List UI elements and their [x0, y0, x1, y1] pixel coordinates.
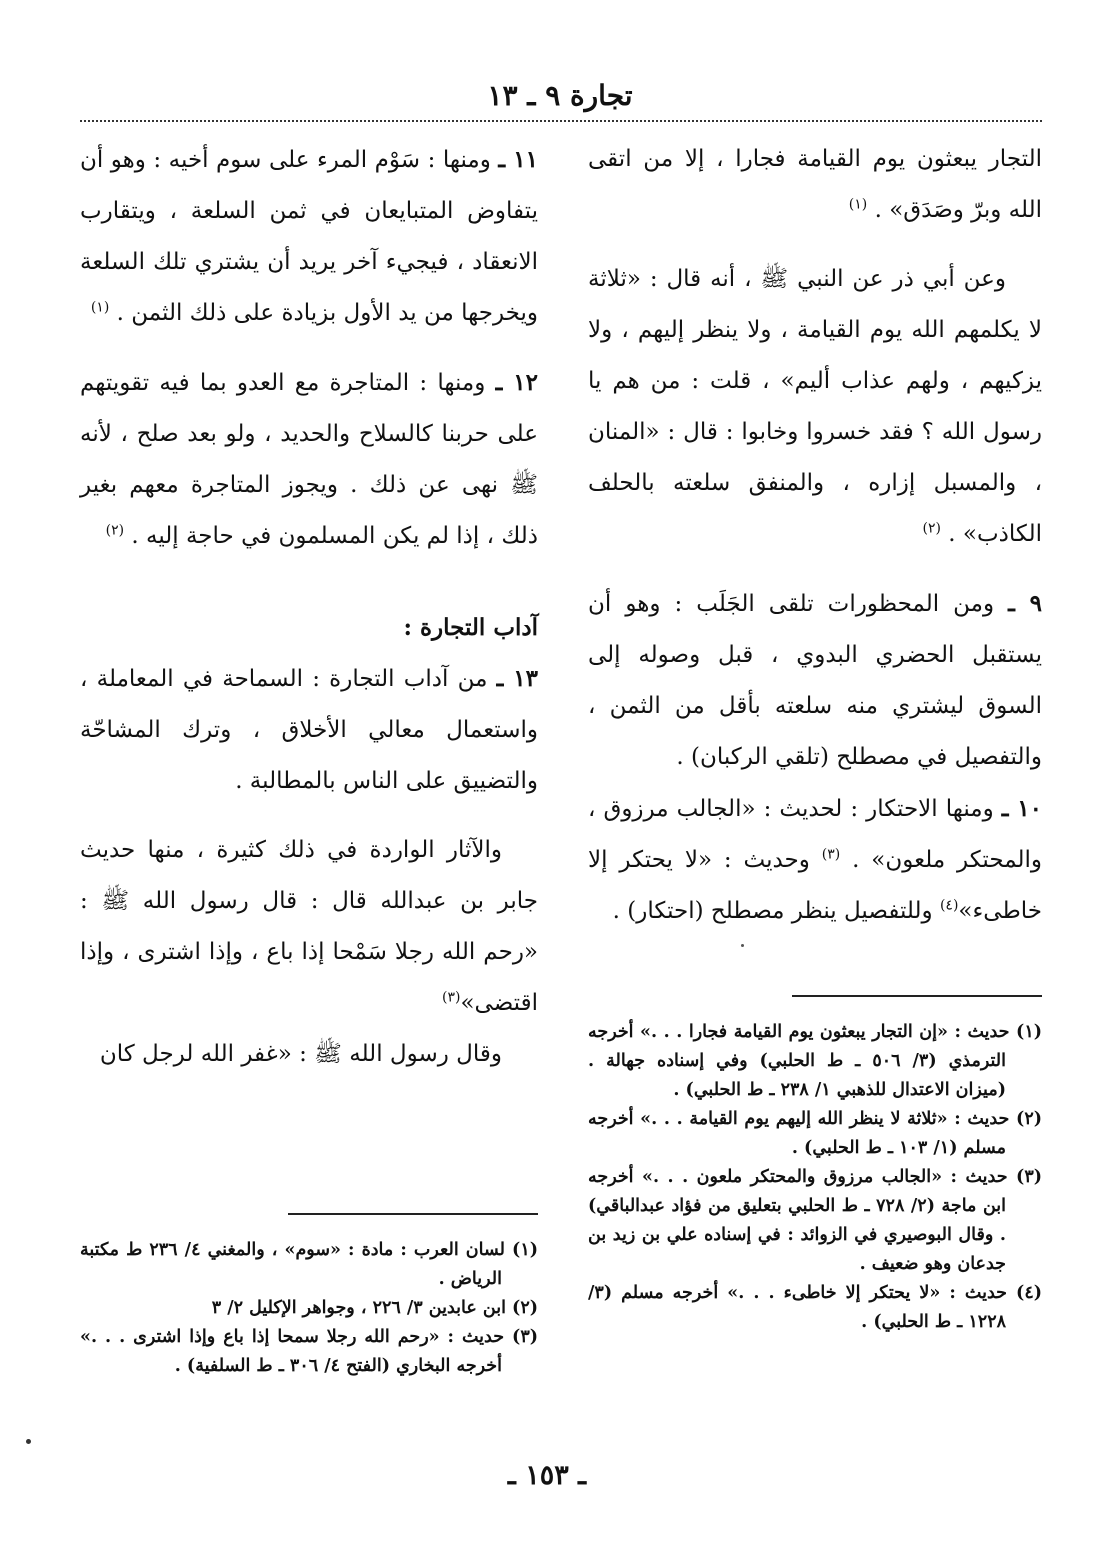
footnote: (٢) ابن عابدين ٣/ ٢٢٦ ، وجواهر الإكليل ٢/ ٣: [211, 1298, 538, 1318]
footnote-ref: (٢): [922, 520, 941, 537]
paragraph-text: وحديث : «لا يحتكر إلا خاطىء»: [588, 847, 1042, 924]
page-number: ـ ١٥٣ ـ: [507, 1460, 587, 1491]
footnotes-left: [80, 1236, 538, 1381]
left-column: [80, 134, 538, 1080]
paragraph-text: ومنها : سَوْم المرء على سوم أخيه : وهو أن يتفاوض المتبايعان في ثمن السلعة ، ويتقارب الانعقاد ، فيجيء آخر يريد أن يشتري تلك السلعة ويخرجها من يد الأول بزيادة على ذلك الثمن .: [80, 147, 538, 326]
paragraph-continued: [588, 134, 1042, 236]
paragraph-number: ١٣ ـ: [496, 665, 538, 692]
paragraph-text: وعن أبي ذر عن النبي ﷺ ، أنه قال : «ثلاثة لا يكلمهم الله يوم القيامة ، ولا ينظر إليهم ، ولا يزكيهم ، ولهم عذاب أليم» ، قلت : من هم يا رسول الله ؟ فقد خسروا وخابوا : قال : «المنان ، والمسبل إزاره ، والمنفق سلعته بالحلف الكاذب» .: [588, 266, 1042, 547]
section-heading: آداب التجارة :: [403, 614, 538, 641]
footnote-ref: (٤): [939, 897, 959, 914]
paragraph-number: ٩ ـ: [1008, 590, 1043, 617]
paragraph-text: التجار يبعثون يوم القيامة فجارا ، إلا من اتقى الله وبرّ وصَدَق» .: [588, 146, 1042, 223]
paragraph-athar: [80, 825, 538, 1029]
paragraph-abu-dhar: [588, 254, 1042, 560]
paragraph-number: ١٠ ـ: [1001, 795, 1042, 822]
running-header: تجارة ٩ ـ ١٣: [487, 79, 633, 112]
paragraph-number: ١٢ ـ: [495, 369, 538, 396]
footnote: (٣) حديث : «رحم الله رجلا سمحا إذا باع وإذا اشترى . . .» أخرجه البخاري (الفتح ٤/ ٣٠٦ ـ ط السلفية) .: [80, 1327, 538, 1376]
footnote-ref: (١): [90, 299, 110, 316]
paragraph-11: [80, 134, 538, 339]
footnote: (٤) حديث : «لا يحتكر إلا خاطىء . . .» أخرجه مسلم (٣/ ١٢٢٨ ـ ط الحلبي) .: [588, 1283, 1042, 1332]
footnote-ref: (٣): [821, 846, 841, 863]
paragraph-13: [80, 653, 538, 807]
paragraph-text: ومنها الاحتكار : لحديث : «الجالب مرزوق ، والمحتكر ملعون» .: [588, 796, 1043, 873]
footnotes-right: [588, 1018, 1042, 1337]
footnote-separator-right: [792, 995, 1042, 997]
paragraph-text: ومن المحظورات تلقى الجَلَب : وهو أن يستقبل الحضري البدوي ، قبل وصوله إلى السوق ليشتري منه سلعته بأقل من الثمن ، والتفصيل في مصطلح (تلقي الركبان) .: [588, 591, 1042, 770]
print-speck: [741, 944, 744, 947]
paragraph-continues: وقال رسول الله ﷺ : «غفر الله لرجل كان: [99, 1041, 502, 1067]
paragraph-text: ومنها : المتاجرة مع العدو بما فيه تقويتهم على حربنا كالسلاح والحديد ، ولو بعد صلح ، لأنه ﷺ نهى عن ذلك . ويجوز المتاجرة معهم بغير ذلك ، إذا لم يكن المسلمون في حاجة إليه .: [80, 370, 538, 549]
footnote-ref: (١): [848, 196, 868, 213]
header-dotted-rule: [80, 120, 1042, 122]
print-speck: [26, 1439, 31, 1444]
paragraph-12: [80, 357, 538, 562]
paragraph-text: من آداب التجارة : السماحة في المعاملة ، واستعمال معالي الأخلاق ، وترك المشاحّة والتضييق على الناس بالمطالبة .: [80, 666, 538, 794]
paragraph-10: [588, 783, 1042, 937]
footnote-ref: (٢): [105, 522, 125, 539]
paragraph-9: [588, 578, 1042, 783]
paragraph-text: وللتفصيل ينظر مصطلح (احتكار) .: [612, 898, 933, 924]
footnote: (٣) حديث : «الجالب مرزوق والمحتكر ملعون . . .» أخرجه ابن ماجة (٢/ ٧٢٨ ـ ط الحلبي بتعليق من فؤاد عبدالباقي) . وقال البوصيري في الزوائد : في إسناده علي بن زيد بن جدعان وهو ضعيف .: [588, 1167, 1042, 1274]
paragraph-text: والآثار الواردة في ذلك كثيرة ، منها حديث جابر بن عبدالله قال : قال رسول الله ﷺ : «رحم الله رجلا سَمْحا إذا باع ، وإذا اشترى ، وإذا اقتضى»: [80, 837, 538, 1016]
paragraph-number: ١١ ـ: [498, 146, 538, 173]
footnote: (٢) حديث : «ثلاثة لا ينظر الله إليهم يوم القيامة . . .» أخرجه مسلم (١/ ١٠٣ ـ ط الحلبي) .: [588, 1109, 1042, 1158]
footnote-separator-left: [288, 1213, 538, 1215]
footnote: (١) لسان العرب : مادة : «سوم» ، والمغني ٤/ ٢٣٦ ط مكتبة الرياض .: [80, 1240, 538, 1289]
right-column: [588, 134, 1042, 937]
footnote: (١) حديث : «إن التجار يبعثون يوم القيامة فجارا . . .» أخرجه الترمذي (٣/ ٥٠٦ ـ ط الحلبي) وفي إسناده جهالة . (ميزان الاعتدال للذهبي ١/ ٢٣٨ ـ ط الحلبي) .: [588, 1022, 1042, 1100]
footnote-ref: (٣): [442, 989, 461, 1006]
